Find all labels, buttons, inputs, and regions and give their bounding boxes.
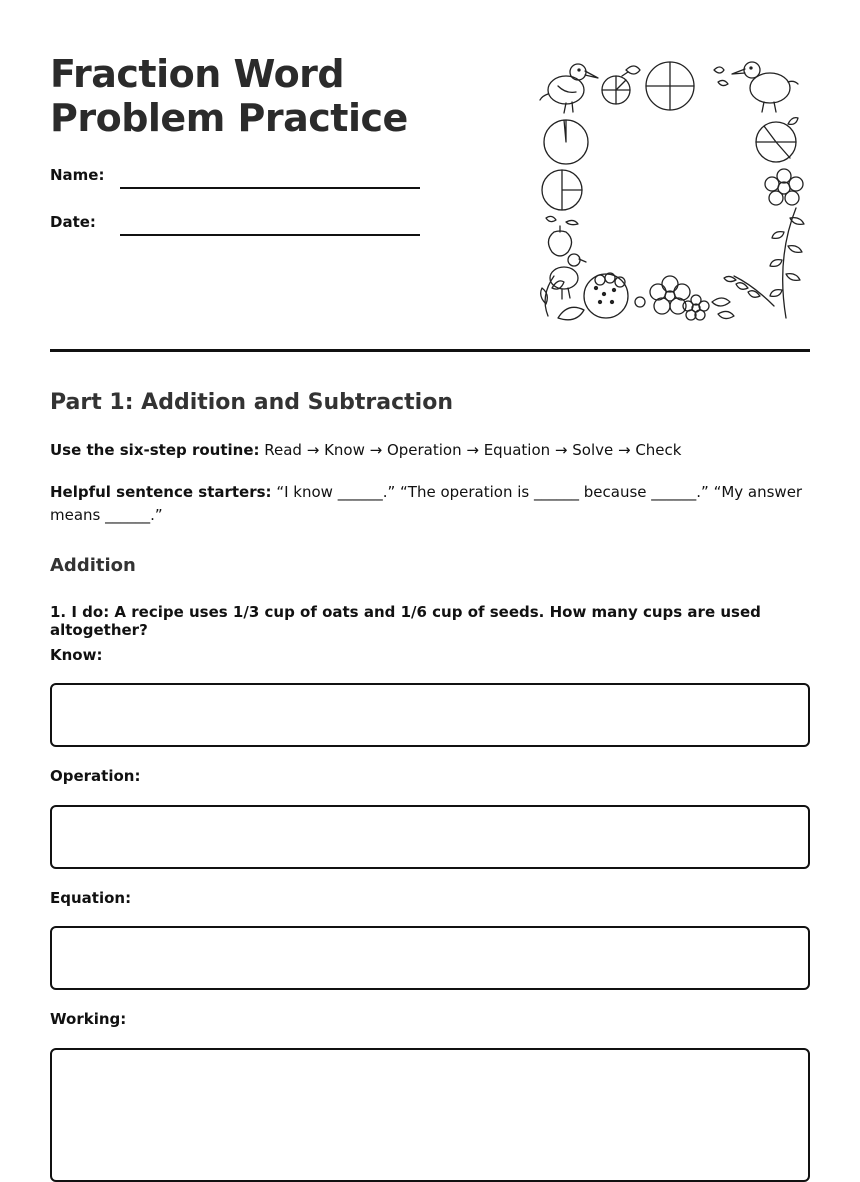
working-answer-box[interactable]	[50, 1048, 810, 1182]
routine-text: Read → Know → Operation → Equation → Solve → Check	[259, 441, 682, 459]
question-1: 1. I do: A recipe uses 1/3 cup of oats and 1/6 cup of seeds. How many cups are used altogether?	[50, 603, 761, 639]
fraction-circle-icon	[756, 118, 798, 162]
routine-label: Use the six-step routine:	[50, 441, 260, 459]
fraction-circle-icon	[544, 120, 588, 164]
page-title: Fraction Word Problem Practice	[50, 52, 408, 140]
leaf-icon	[622, 66, 640, 76]
bird-icon	[550, 254, 586, 299]
header-divider	[50, 349, 810, 352]
flower-icon	[765, 169, 803, 205]
name-field[interactable]	[120, 187, 420, 189]
starters-line	[50, 481, 810, 527]
starters-label: Helpful sentence starters:	[50, 483, 272, 501]
leaf-icon	[712, 298, 734, 319]
name-label: Name:	[50, 166, 105, 184]
decorative-frame	[538, 56, 810, 328]
equation-label: Equation:	[50, 889, 132, 907]
know-answer-box[interactable]	[50, 683, 810, 747]
operation-label: Operation:	[50, 767, 141, 785]
date-field[interactable]	[120, 234, 420, 236]
routine-line	[50, 439, 810, 462]
fraction-circle-icon	[542, 170, 582, 210]
bird-icon	[732, 62, 798, 112]
know-label: Know:	[50, 646, 103, 664]
working-label: Working:	[50, 1010, 127, 1028]
leaf-icon	[714, 67, 728, 86]
part-heading: Part 1: Addition and Subtraction	[50, 390, 453, 415]
apple-icon	[546, 216, 578, 256]
equation-answer-box[interactable]	[50, 926, 810, 990]
fraction-circle-icon	[646, 62, 694, 110]
fraction-circle-icon	[602, 76, 630, 104]
fruit-icon	[584, 273, 645, 318]
date-label: Date:	[50, 213, 96, 231]
leaf-icon	[724, 208, 804, 318]
section-heading: Addition	[50, 555, 136, 576]
starters-text: “I know ______.” “The operation is ______ because ______.” “My answer means ______.”	[50, 483, 803, 524]
bird-icon	[540, 64, 598, 113]
operation-answer-box[interactable]	[50, 805, 810, 869]
